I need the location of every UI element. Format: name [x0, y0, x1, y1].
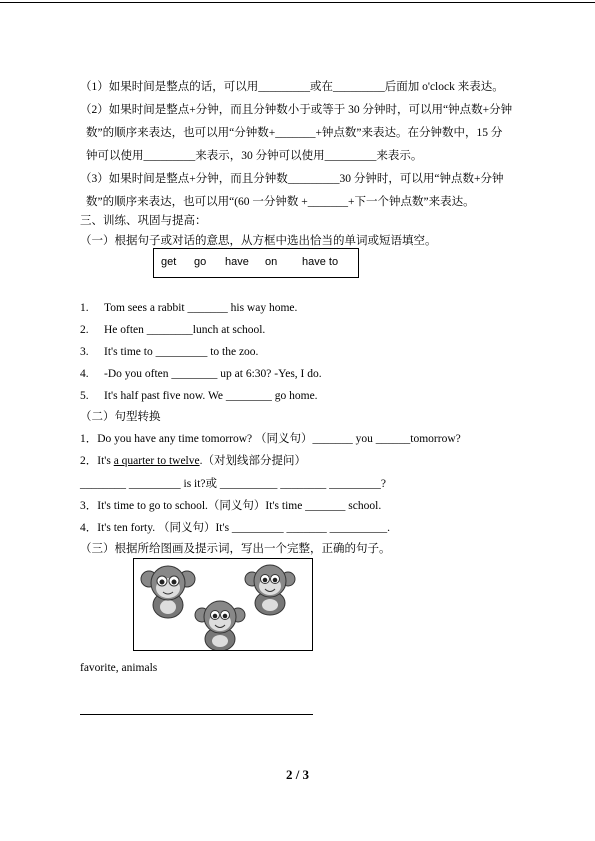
- part-3-title: （三）根据所给图画及提示词，写出一个完整，正确的句子。: [80, 543, 391, 555]
- part-2-title: （二）句型转换: [80, 411, 161, 423]
- word-option: have: [225, 256, 249, 268]
- monkeys-picture: [133, 558, 313, 651]
- rule-1: （1）如果时间是整点的话，可以用_________或在_________后面加 o'clock 来表达。: [80, 81, 504, 93]
- rule-3-line-2: 数”的顺序来表达，也可以用“(60 一分钟数 +_______+下一个钟点数”来表达。: [86, 196, 475, 208]
- part-1-title: （一）根据句子或对话的意思，从方框中选出恰当的单词或短语填空。: [80, 235, 437, 247]
- rule-3-line-1: （3）如果时间是整点+分钟，而且分钟数_________30 分钟时，可以用“钟点数+分钟: [80, 173, 504, 185]
- word-option: go: [194, 256, 207, 268]
- word-option: on: [265, 256, 278, 268]
- underlined-phrase: a quarter to twelve: [113, 455, 200, 467]
- header-rule: [0, 2, 595, 3]
- transform-1: 1．Do you have any time tomorrow? （同义句）_______ you ______tomorrow?: [80, 433, 461, 445]
- word-box: [153, 248, 359, 278]
- transform-2: 2．It's a quarter to twelve.（对划线部分提问）: [80, 455, 306, 467]
- answer-line: [80, 714, 313, 715]
- page-number: 2 / 3: [285, 767, 310, 782]
- rule-2-line-3: 钟可以使用_________来表示，30 分钟可以使用_________来表示。: [86, 150, 423, 162]
- fill-item: 3. It's time to _________ to the zoo.: [80, 346, 259, 358]
- word-option: get: [161, 256, 177, 268]
- transform-3: 3．It's time to go to school.（同义句）It's time _______ school.: [80, 500, 382, 512]
- transform-4: 4．It's ten forty. （同义句）It's _________ _______ __________.: [80, 522, 391, 534]
- monkey-illustration: [141, 566, 195, 618]
- fill-item: 5. It's half past five now. We ________ go home.: [80, 390, 318, 402]
- section-3-title: 三、训练、巩固与提高：: [80, 215, 207, 227]
- fill-item: 4. -Do you often ________ up at 6:30? -Yes, I do.: [80, 368, 322, 380]
- hint-words: favorite, animals: [80, 662, 158, 674]
- monkey-illustration: [195, 601, 245, 650]
- rule-2-line-1: （2）如果时间是整点+分钟，而且分钟数小于或等于 30 分钟时，可以用“钟点数+分钟: [80, 104, 513, 116]
- fill-item: 1. Tom sees a rabbit _______ his way home.: [80, 302, 298, 314]
- word-option: have to: [302, 256, 339, 268]
- fill-item: 2. He often ________lunch at school.: [80, 324, 266, 336]
- transform-2-blanks: ________ _________ is it?或 __________ ________ _________?: [80, 478, 387, 490]
- rule-2-line-2: 数”的顺序来表达，也可以用“分钟数+_______+钟点数”来表达。在分钟数中，15 分: [86, 127, 503, 139]
- monkey-illustration: [245, 565, 295, 615]
